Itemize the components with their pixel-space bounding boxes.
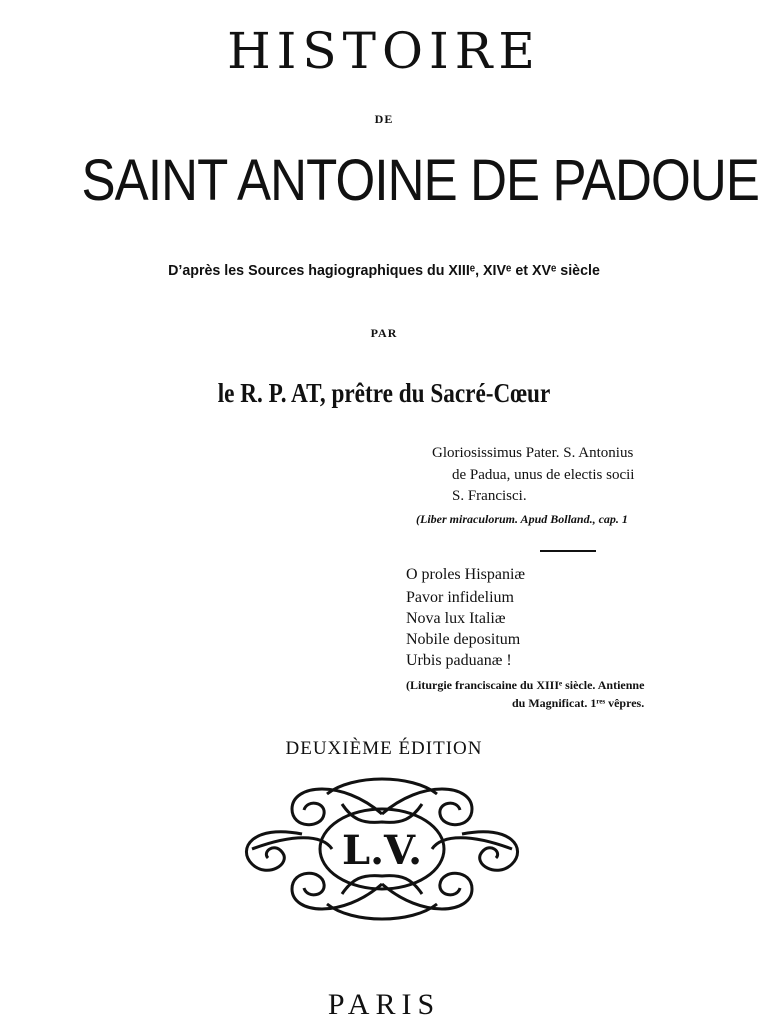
publisher-ornament-icon xyxy=(232,774,532,924)
epigraph-2-line-3: Nova lux Italiæ xyxy=(406,610,506,627)
epigraph-2-line-2: Pavor infidelium xyxy=(406,589,514,606)
epigraph-1-line-2: de Padua, unus de electis socii xyxy=(452,467,635,483)
divider-rule xyxy=(540,550,596,552)
epigraph-2-line-4: Nobile depositum xyxy=(406,631,521,648)
title-histoire: HISTOIRE xyxy=(227,22,541,80)
subtitle: D’après les Sources hagiographiques du XIIIᵉ, XIVᵉ et XVᵉ siècle xyxy=(168,262,600,279)
epigraph-1-line-1: Gloriosissimus Pater. S. Antonius xyxy=(432,445,634,461)
title-connector: DE xyxy=(374,112,394,126)
publisher-monogram: L.V. xyxy=(341,827,423,874)
main-title: SAINT ANTOINE DE PADOUE xyxy=(81,148,759,213)
by-label: PAR xyxy=(370,326,398,340)
epigraph-2-line-1: O proles Hispaniæ xyxy=(406,566,526,583)
epigraph-1-citation: (Liber miraculorum. Apud Bolland., cap. 1 xyxy=(416,512,628,526)
author: le R. P. AT, prêtre du Sacré-Cœur xyxy=(217,378,551,408)
epigraph-2-line-5: Urbis paduanæ ! xyxy=(406,652,512,669)
epigraph-2-citation-line-2: du Magnificat. 1ʳᵉˢ vêpres. xyxy=(512,696,645,710)
edition: DEUXIÈME ÉDITION xyxy=(285,738,483,759)
epigraph-1-line-3: S. Francisci. xyxy=(452,488,527,504)
city: PARIS xyxy=(327,988,441,1021)
epigraph-2-citation-line-1: (Liturgie franciscaine du XIIIᵉ siècle. Antienne xyxy=(406,678,645,692)
